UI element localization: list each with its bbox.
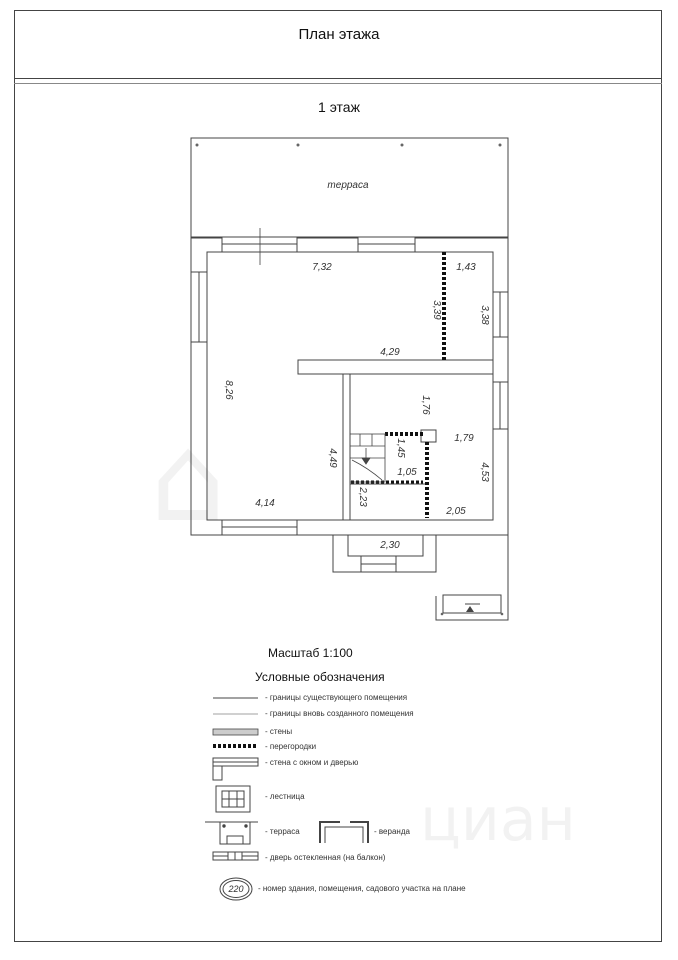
- legend-item: - стены: [265, 727, 293, 736]
- watermark-logo: ⌂: [150, 410, 227, 549]
- dim-label: 8,26: [223, 380, 234, 400]
- dim-label: 1,79: [454, 433, 474, 444]
- dim-label: 1,43: [456, 262, 476, 273]
- dim-label: 2,30: [380, 540, 400, 551]
- watermark-text: циан: [420, 785, 576, 855]
- veranda: [436, 535, 508, 620]
- dim-label: 3,39: [431, 300, 442, 320]
- legend-circle-number: 220: [228, 884, 244, 894]
- dim-label: 2,23: [357, 487, 368, 507]
- dim-label: 2,05: [446, 506, 466, 517]
- legend-veranda: [320, 822, 368, 843]
- stairs: [350, 434, 385, 482]
- legend-item: - номер здания, помещения, садового участка на плане: [258, 884, 466, 893]
- legend-wall-window-door: [213, 758, 258, 780]
- dim-label: 1,05: [397, 467, 417, 478]
- dim-label: 3,38: [479, 305, 490, 325]
- dim-label: 1,76: [420, 395, 431, 415]
- veranda-posts: [441, 606, 504, 615]
- legend-title: Условные обозначения: [255, 670, 385, 684]
- page-title: План этажа: [298, 26, 380, 43]
- dim-label: 1,45: [395, 438, 406, 458]
- dim-label: 4,14: [255, 498, 275, 509]
- legend-terrace: [205, 822, 258, 844]
- legend-stairs: [216, 786, 250, 812]
- terrace-label: терраса: [327, 180, 369, 191]
- legend-wall: [213, 729, 258, 735]
- dim-label: 7,32: [312, 262, 332, 273]
- scale-label: Масштаб 1:100: [268, 646, 353, 660]
- terrace-posts: [196, 144, 502, 147]
- dim-label: 4,53: [479, 462, 490, 482]
- dim-label: 4,29: [380, 347, 400, 358]
- legend-item: - терраса: [265, 827, 300, 836]
- legend-item: - границы вновь созданного помещения: [265, 709, 414, 718]
- partitions: [351, 252, 444, 518]
- legend-item: - границы существующего помещения: [265, 693, 408, 702]
- dimensions: [223, 262, 490, 551]
- legend-item: - дверь остекленная (на балкон): [265, 853, 386, 862]
- floor-title: 1 этаж: [318, 99, 360, 115]
- legend-item: - перегородки: [265, 742, 317, 751]
- legend-item: - стена с окном и дверью: [265, 758, 359, 767]
- legend-glazed-door: [213, 852, 258, 860]
- legend-item: - веранда: [374, 827, 410, 836]
- legend-item: - лестница: [265, 792, 305, 801]
- dim-label: 4,49: [327, 448, 338, 468]
